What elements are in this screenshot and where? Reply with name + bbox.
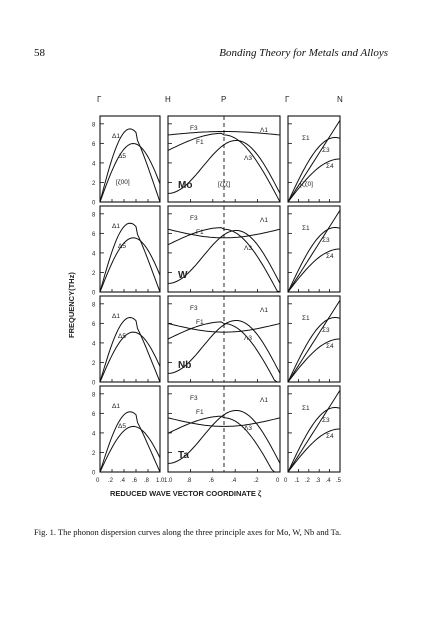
plot-panel <box>100 296 160 382</box>
symmetry-point-label: Γ <box>97 95 102 104</box>
branch-label: F1 <box>196 229 204 236</box>
dispersion-curve <box>288 390 340 472</box>
x-tick-label: .8 <box>186 478 192 484</box>
page-header <box>0 47 444 63</box>
dispersion-curve <box>100 238 160 292</box>
branch-label: F3 <box>190 395 198 402</box>
dispersion-curve <box>288 210 340 292</box>
branch-label: Λ1 <box>260 127 268 134</box>
phonon-dispersion-figure <box>60 88 360 508</box>
branch-label: Σ4 <box>326 253 334 260</box>
branch-label: Δ1 <box>112 133 120 140</box>
dispersion-curve <box>100 144 160 203</box>
y-tick-label: 0 <box>92 380 96 387</box>
y-tick-label: 6 <box>92 411 96 418</box>
x-tick-label: .5 <box>336 478 342 484</box>
page-number: 58 <box>34 47 45 59</box>
dispersion-curve <box>168 322 280 382</box>
dispersion-curve <box>288 300 340 382</box>
symmetry-point-label: P <box>221 95 227 104</box>
dispersion-curve <box>100 129 160 202</box>
y-tick-label: 4 <box>92 431 96 438</box>
dispersion-curve <box>100 223 160 292</box>
branch-label: Λ3 <box>244 155 252 162</box>
branch-label: Σ1 <box>302 225 310 232</box>
plot-panel <box>100 206 160 292</box>
branch-label: Σ3 <box>322 237 330 244</box>
x-tick-label: .4 <box>231 478 237 484</box>
metal-label: Ta <box>178 450 189 461</box>
figure-caption: Fig. 1. The phonon dispersion curves along the three principle axes for Mo, W, Nb and Ta. <box>34 527 342 537</box>
x-tick-label: .2 <box>304 478 310 484</box>
dispersion-curve <box>100 426 160 472</box>
branch-label: Δ1 <box>112 223 120 230</box>
x-tick-label: 0 <box>96 478 100 484</box>
y-tick-label: 2 <box>92 360 96 367</box>
y-tick-label: 0 <box>92 200 96 207</box>
y-tick-label: 8 <box>92 302 96 309</box>
y-axis-label: FREQUENCY(THz) <box>67 272 76 338</box>
branch-label: Σ1 <box>302 135 310 142</box>
symmetry-point-label: H <box>165 95 171 104</box>
branch-label: Δ1 <box>112 313 120 320</box>
symmetry-point-label: N <box>337 95 343 104</box>
branch-label: Σ1 <box>302 405 310 412</box>
x-tick-label: .6 <box>208 478 214 484</box>
x-tick-label: .3 <box>315 478 321 484</box>
plot-panel <box>100 386 160 472</box>
branch-label: Σ1 <box>302 315 310 322</box>
direction-label: [ζζζ] <box>218 181 231 188</box>
branch-label: Δ1 <box>112 403 120 410</box>
branch-label: Δ5 <box>118 423 126 430</box>
y-tick-label: 0 <box>92 470 96 477</box>
branch-label: Λ1 <box>260 217 268 224</box>
x-tick-label: 1.0 <box>164 478 173 484</box>
branch-label: F1 <box>196 319 204 326</box>
y-tick-label: 2 <box>92 180 96 187</box>
branch-label: Λ3 <box>244 425 252 432</box>
y-tick-label: 4 <box>92 341 96 348</box>
y-tick-label: 6 <box>92 231 96 238</box>
branch-label: Λ3 <box>244 335 252 342</box>
metal-label: Nb <box>178 360 192 371</box>
branch-label: F1 <box>196 139 204 146</box>
branch-label: Λ1 <box>260 397 268 404</box>
y-tick-label: 2 <box>92 270 96 277</box>
branch-label: Σ4 <box>326 433 334 440</box>
x-tick-label: .4 <box>120 478 126 484</box>
x-tick-label: .4 <box>325 478 331 484</box>
running-title: Bonding Theory for Metals and Alloys <box>219 47 388 59</box>
y-tick-label: 2 <box>92 450 96 457</box>
x-tick-label: .2 <box>108 478 114 484</box>
x-tick-label: 0 <box>284 478 288 484</box>
branch-label: Λ3 <box>244 245 252 252</box>
x-axis-label: REDUCED WAVE VECTOR COORDINATE ζ <box>110 489 262 498</box>
metal-label: Mo <box>178 180 193 191</box>
branch-label: Λ1 <box>260 307 268 314</box>
x-tick-label: .1 <box>294 478 300 484</box>
branch-label: Σ3 <box>322 147 330 154</box>
branch-label: Σ4 <box>326 163 334 170</box>
x-tick-label: 1.0 <box>156 478 165 484</box>
branch-label: Σ3 <box>322 327 330 334</box>
y-tick-label: 6 <box>92 141 96 148</box>
branch-label: F3 <box>190 305 198 312</box>
branch-label: Δ5 <box>118 243 126 250</box>
direction-label: [ζζ0] <box>300 181 313 188</box>
y-tick-label: 8 <box>92 392 96 399</box>
symmetry-point-label: Γ <box>285 95 290 104</box>
y-tick-label: 4 <box>92 161 96 168</box>
branch-label: F1 <box>196 409 204 416</box>
branch-label: Σ3 <box>322 417 330 424</box>
x-tick-label: .8 <box>144 478 150 484</box>
branch-label: Δ5 <box>118 153 126 160</box>
y-tick-label: 6 <box>92 321 96 328</box>
dispersion-curve <box>100 332 160 382</box>
y-tick-label: 8 <box>92 212 96 219</box>
branch-label: Δ5 <box>118 333 126 340</box>
y-tick-label: 0 <box>92 290 96 297</box>
dispersion-curve <box>288 120 340 202</box>
metal-label: W <box>178 270 188 281</box>
branch-label: Σ4 <box>326 343 334 350</box>
branch-label: F3 <box>190 125 198 132</box>
x-tick-label: .2 <box>253 478 259 484</box>
x-tick-label: 0 <box>276 478 280 484</box>
branch-label: F3 <box>190 215 198 222</box>
y-tick-label: 4 <box>92 251 96 258</box>
x-tick-label: .6 <box>132 478 138 484</box>
direction-label: [ζ00] <box>116 179 130 186</box>
y-tick-label: 8 <box>92 122 96 129</box>
dispersion-curve <box>100 318 160 383</box>
